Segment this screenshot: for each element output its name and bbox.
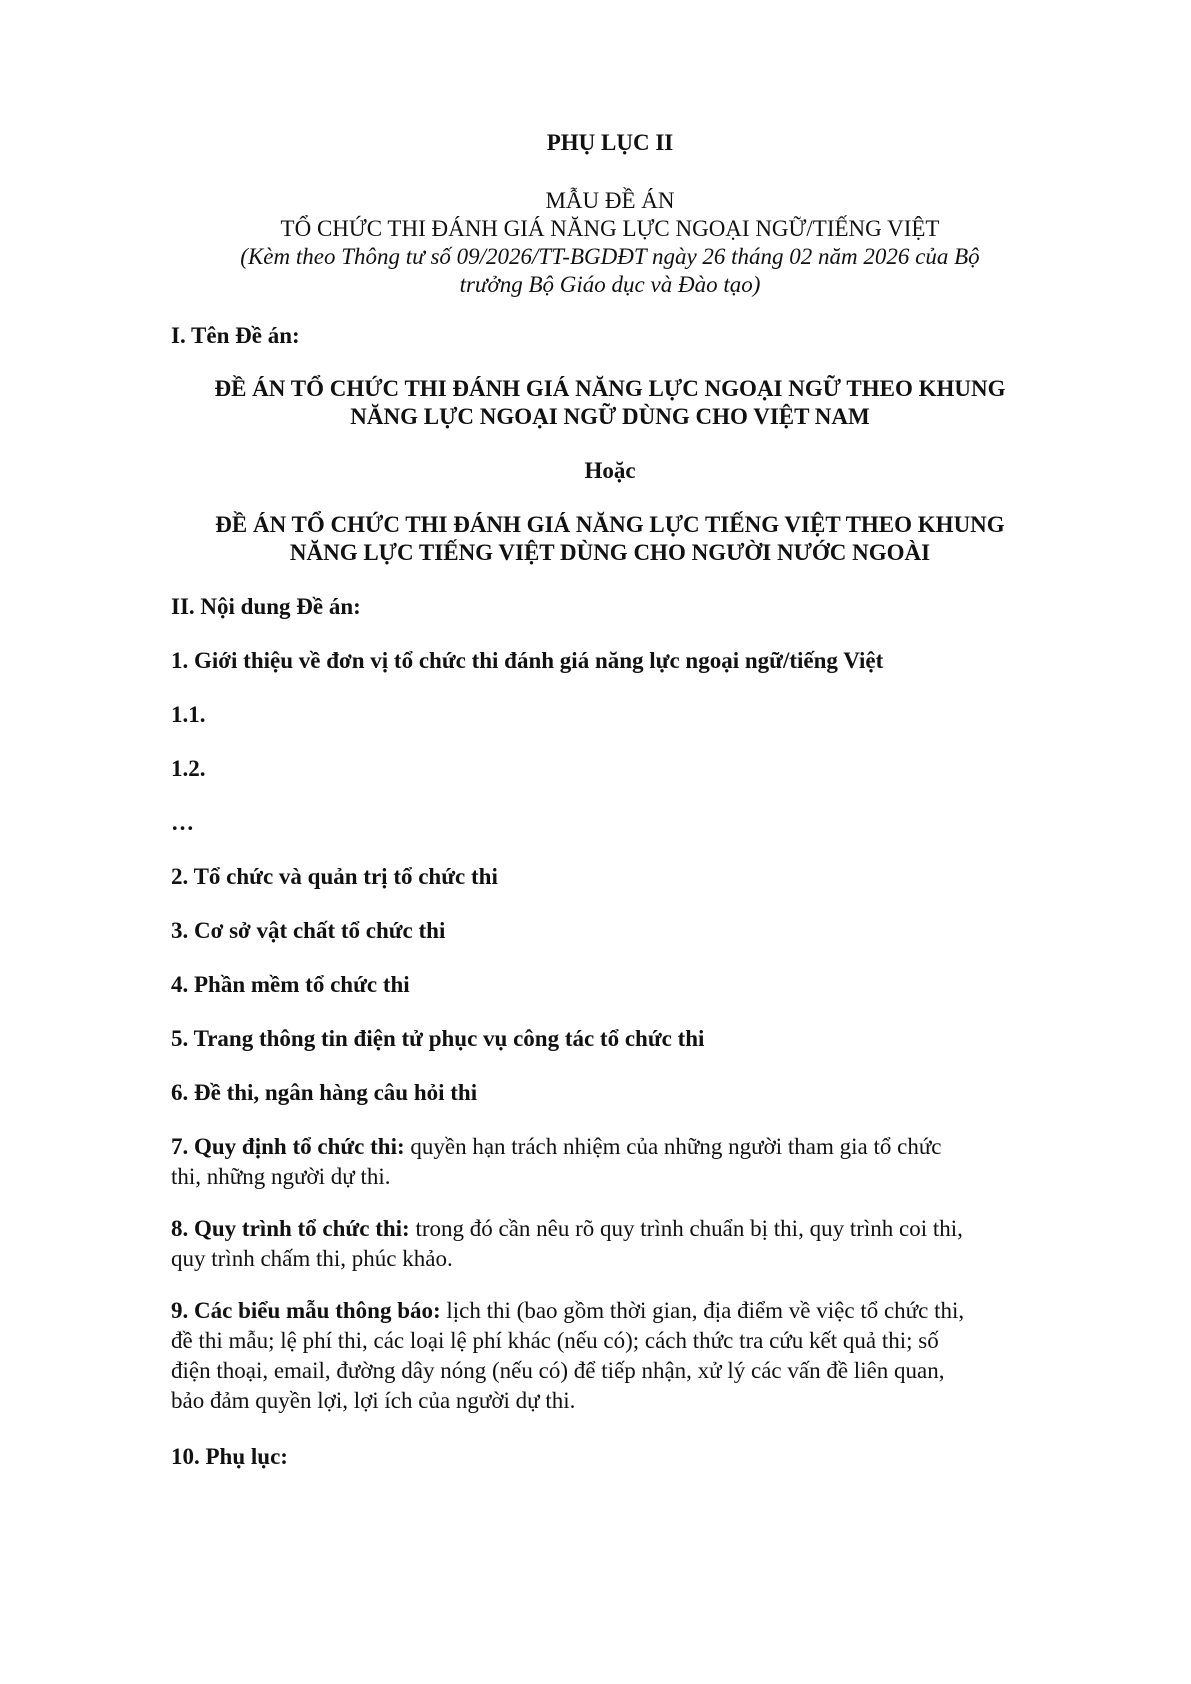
item-9-text-line3: điện thoại, email, đường dây nóng (nếu có) để tiếp nhận, xử lý các vấn đề liên quan,: [171, 1358, 945, 1383]
template-title: MẪU ĐỀ ÁN: [545, 188, 675, 213]
item-8: [171, 1214, 1071, 1274]
section2-heading: II. Nội dung Đề án:: [171, 594, 361, 619]
item-5: 5. Trang thông tin điện tử phục vụ công tác tổ chức thi: [171, 1026, 705, 1051]
project-name-option1-line1: ĐỀ ÁN TỔ CHỨC THI ĐÁNH GIÁ NĂNG LỰC NGOẠI NGỮ THEO KHUNG: [214, 376, 1006, 401]
project-name-option2-line1: ĐỀ ÁN TỔ CHỨC THI ĐÁNH GIÁ NĂNG LỰC TIẾNG VIỆT THEO KHUNG: [215, 512, 1005, 537]
attached-note-line2: trưởng Bộ Giáo dục và Đào tạo): [459, 272, 761, 297]
item-8-label: 8. Quy trình tổ chức thi:: [171, 1216, 410, 1241]
item-2: 2. Tổ chức và quản trị tổ chức thi: [171, 864, 498, 889]
item-9-text-line1: lịch thi (bao gồm thời gian, địa điểm về việc tổ chức thi,: [440, 1298, 965, 1323]
item-ellipsis: …: [171, 810, 194, 835]
item-7-text-line1: quyền hạn trách nhiệm của những người tham gia tổ chức: [404, 1134, 942, 1159]
item-9-label: 9. Các biểu mẫu thông báo:: [171, 1298, 441, 1323]
subject-title: TỔ CHỨC THI ĐÁNH GIÁ NĂNG LỰC NGOẠI NGỮ/TIẾNG VIỆT: [280, 216, 940, 241]
section1-heading: I. Tên Đề án:: [171, 323, 300, 348]
item-8-text-line2: quy trình chấm thi, phúc khảo.: [171, 1246, 453, 1271]
item-3: 3. Cơ sở vật chất tổ chức thi: [171, 918, 446, 943]
item-9-text-line2: đề thi mẫu; lệ phí thi, các loại lệ phí khác (nếu có); cách thức tra cứu kết quả thi; số: [171, 1328, 939, 1353]
item-7-text-line2: thi, những người dự thi.: [171, 1164, 391, 1189]
item-1: 1. Giới thiệu về đơn vị tổ chức thi đánh giá năng lực ngoại ngữ/tiếng Việt: [171, 648, 884, 673]
item-7-label: 7. Quy định tổ chức thi:: [171, 1134, 405, 1159]
item-1-2: 1.2.: [171, 756, 206, 781]
item-1-1: 1.1.: [171, 702, 206, 727]
item-9: [171, 1296, 1071, 1416]
or-separator: Hoặc: [584, 458, 636, 483]
item-7: [171, 1132, 1071, 1192]
item-10: 10. Phụ lục:: [171, 1444, 288, 1469]
project-name-option2-line2: NĂNG LỰC TIẾNG VIỆT DÙNG CHO NGƯỜI NƯỚC NGOÀI: [289, 540, 931, 565]
attached-note-line1: (Kèm theo Thông tư số 09/2026/TT-BGDĐT ngày 26 tháng 02 năm 2026 của Bộ: [240, 244, 980, 269]
appendix-title: PHỤ LỤC II: [546, 130, 674, 155]
item-9-text-line4: bảo đảm quyền lợi, lợi ích của người dự thi.: [171, 1388, 576, 1413]
item-4: 4. Phần mềm tổ chức thi: [171, 972, 410, 997]
item-8-text-line1: trong đó cần nêu rõ quy trình chuẩn bị thi, quy trình coi thi,: [409, 1216, 963, 1241]
item-6: 6. Đề thi, ngân hàng câu hỏi thi: [171, 1080, 478, 1105]
project-name-option1-line2: NĂNG LỰC NGOẠI NGỮ DÙNG CHO VIỆT NAM: [350, 404, 870, 429]
